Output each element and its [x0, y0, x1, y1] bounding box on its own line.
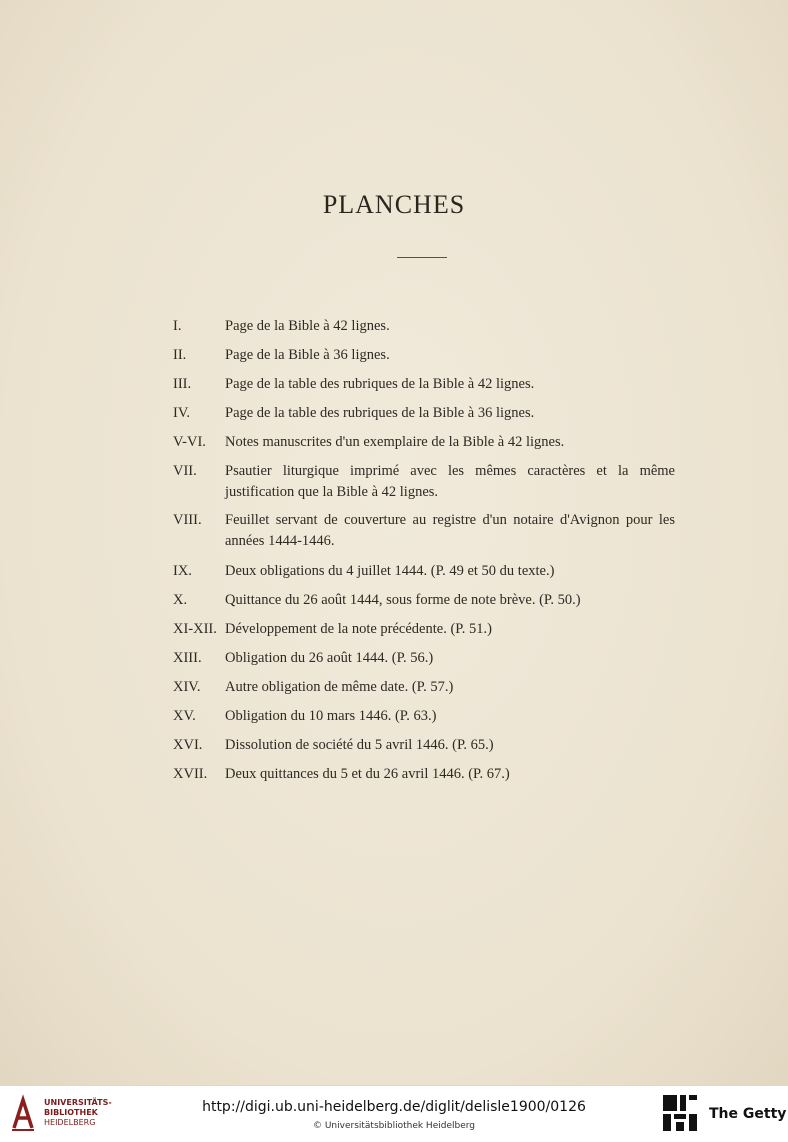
plate-description: Page de la Bible à 36 lignes.	[225, 347, 390, 363]
plate-number: III.	[173, 376, 192, 392]
plate-number: V-VI.	[173, 434, 206, 450]
page-title: PLANCHES	[322, 190, 466, 219]
plate-description: Obligation du 10 mars 1446. (P. 63.)	[225, 708, 437, 724]
plate-description: Autre obligation de même date. (P. 57.)	[225, 679, 454, 695]
plate-number: XVI.	[173, 737, 203, 753]
plate-number: I.	[173, 318, 182, 334]
plate-number: XI-XII.	[173, 621, 217, 637]
plate-number: VIII.	[173, 512, 202, 528]
plate-number: XIII.	[173, 650, 202, 666]
plate-number: X.	[173, 592, 188, 608]
institution-line: UNIVERSITÄTS-	[44, 1098, 112, 1107]
plate-number: IX.	[173, 563, 192, 579]
title-rule	[397, 257, 447, 258]
plate-number: XIV.	[173, 679, 201, 695]
plate-description: Deux quittances du 5 et du 26 avril 1446. (P. 67.)	[225, 766, 510, 782]
plate-description: Page de la table des rubriques de la Bible à 42 lignes.	[225, 376, 535, 392]
permalink[interactable]: http://digi.ub.uni-heidelberg.de/diglit/delisle1900/0126	[202, 1099, 586, 1115]
plate-description: Page de la table des rubriques de la Bible à 36 lignes.	[225, 405, 535, 421]
plate-description: Feuillet servant de couverture au registre d'un notaire d'Avignon pour les années 1444-1446.	[225, 512, 675, 549]
plate-description: Deux obligations du 4 juillet 1444. (P. 49 et 50 du texte.)	[225, 563, 555, 579]
plate-number: XV.	[173, 708, 196, 724]
institution-line: BIBLIOTHEK	[44, 1108, 98, 1117]
plate-number: XVII.	[173, 766, 208, 782]
plate-number: VII.	[173, 463, 197, 479]
plate-description: Dissolution de société du 5 avril 1446. (P. 65.)	[225, 737, 494, 753]
plate-description: Obligation du 26 août 1444. (P. 56.)	[225, 650, 434, 666]
viewer-footer	[0, 1085, 788, 1142]
plate-number: II.	[173, 347, 187, 363]
partner-name: The Getty	[709, 1106, 787, 1122]
plate-description: Quittance du 26 août 1444, sous forme de note brève. (P. 50.)	[225, 592, 581, 608]
institution-line: HEIDELBERG	[44, 1118, 96, 1127]
plate-description: Développement de la note précédente. (P. 51.)	[225, 621, 492, 637]
plate-number: IV.	[173, 405, 191, 421]
copyright-notice: © Universitätsbibliothek Heidelberg	[312, 1121, 475, 1131]
plate-description: Notes manuscrites d'un exemplaire de la Bible à 42 lignes.	[225, 434, 565, 450]
getty-logo-icon	[662, 1094, 698, 1132]
plate-description: Page de la Bible à 42 lignes.	[225, 318, 390, 334]
plate-description: Psautier liturgique imprimé avec les mêmes caractères et la même justification que la Bible à 42 lignes.	[225, 463, 675, 500]
